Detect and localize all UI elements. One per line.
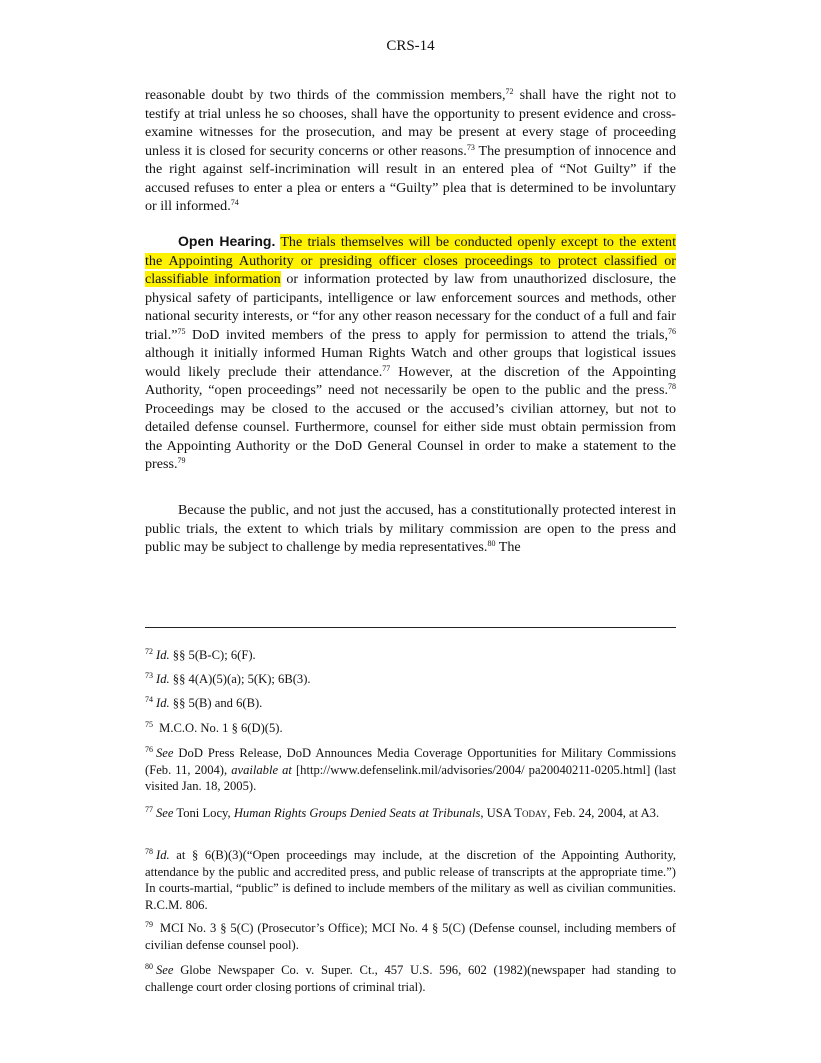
footnote-72 xyxy=(145,647,676,664)
footnote-signal: available at xyxy=(231,762,292,777)
newspaper-name: Today xyxy=(514,806,548,820)
section-run-in-heading: Open Hearing. xyxy=(178,233,276,249)
paragraph-text: Proceedings may be closed to the accused or the accused’s civilian attorney, but not to detailed defense counsel. Furthermore, counsel for either side must obtain permission from the Appointing Authority or the DoD General Counsel in order to make a statement to the press. xyxy=(145,400,676,472)
footnote-signal: Id. xyxy=(156,672,170,686)
footnote-73 xyxy=(145,671,676,688)
footnote-number: 80 xyxy=(145,962,153,971)
footnote-text: §§ 5(B-C); 6(F). xyxy=(169,648,256,662)
body-paragraph-open-hearing xyxy=(145,232,676,474)
footnote-signal: Id. xyxy=(156,848,170,862)
footnote-signal: Id. xyxy=(156,648,170,662)
paragraph-text: DoD invited members of the press to apply for permission to attend the trials, xyxy=(185,326,668,343)
footnote-text: DoD Press Release, DoD Announces Media Coverage Opportunities for Military Commissions (Feb. 11, 2004), xyxy=(145,746,676,777)
footnote-ref[interactable]: 79 xyxy=(177,456,186,465)
footnote-link-text[interactable]: [http://www.defenselink.mil/advisories/2004/ pa20040211-0205.html] (last visited Jan. 18, 2005). xyxy=(145,762,677,794)
footnote-number: 77 xyxy=(145,805,153,814)
footnote-number: 72 xyxy=(145,647,153,656)
footnote-76 xyxy=(145,745,676,795)
footnote-number: 74 xyxy=(145,695,153,704)
footnote-number: 79 xyxy=(145,920,153,929)
footnote-ref[interactable]: 74 xyxy=(230,198,239,207)
body-paragraph-1 xyxy=(145,86,676,216)
footnote-ref[interactable]: 78 xyxy=(668,382,676,391)
footnote-number: 75 xyxy=(145,720,153,729)
footnote-text: Globe Newspaper Co. v. Super. Ct., 457 U.S. 596, 602 (1982)(newspaper had standing to challenge court order closing portions of criminal trial). xyxy=(145,963,676,994)
footnote-text: , Feb. 24, 2004, at A3. xyxy=(547,806,660,820)
footnote-text: §§ 4(A)(5)(a); 5(K); 6B(3). xyxy=(169,672,311,686)
footnote-ref[interactable]: 76 xyxy=(668,326,676,336)
footnote-78 xyxy=(145,847,676,913)
paragraph-text: or information protected by law from unauthorized disclosure, the physical safety of participants, intelligence or law enforcement sources and methods, other national security interests, or “for any other reason necessary for the conduct of a full and fair trial.” xyxy=(145,271,676,343)
article-title: Human Rights Groups Denied Seats at Tribunals xyxy=(233,806,481,820)
footnote-text: M.C.O. No. 1 § 6(D)(5). xyxy=(156,721,283,735)
footnote-77 xyxy=(145,805,676,822)
body-paragraph-3 xyxy=(145,501,676,557)
footnote-text: Toni Locy, xyxy=(173,806,234,820)
paragraph-text: The xyxy=(495,539,521,555)
footnote-number: 78 xyxy=(145,847,153,856)
footnote-ref[interactable]: 73 xyxy=(466,142,475,152)
paragraph-text: However, at the discretion of the Appointing Authority, “open proceedings” need not necessarily be open to the public and the press. xyxy=(145,363,676,398)
paragraph-text: reasonable doubt by two thirds of the commission members, xyxy=(145,87,506,103)
paragraph-text: although it initially informed Human Rights Watch and other groups that logistical issues would likely preclude their attendance. xyxy=(145,345,676,380)
footnote-signal: See xyxy=(156,746,174,760)
footnote-text: §§ 5(B) and 6(B). xyxy=(169,696,263,710)
footnote-separator xyxy=(145,627,676,628)
footnote-ref[interactable]: 75 xyxy=(177,326,186,336)
footnote-ref[interactable]: 72 xyxy=(505,87,514,96)
highlighted-text: The trials themselves will be conducted openly except to the extent the Appointing Authority or presiding officer closes proceedings to protect classified or classifiable information xyxy=(145,234,676,287)
footnote-ref[interactable]: 80 xyxy=(487,539,496,548)
paragraph-text: shall have the right not to testify at trial unless he so chooses, shall have the opportunity to present evidence and cross-examine witnesses for the prosecution, and may be present at every stage of proceeding unless it is closed for security concerns or other reasons. xyxy=(145,87,676,159)
footnote-text: MCI No. 3 § 5(C) (Prosecutor’s Office); MCI No. 4 § 5(C) (Defense counsel, including members of civilian defense counsel pool). xyxy=(145,921,676,952)
footnote-text: , USA xyxy=(480,806,515,820)
footnote-number: 73 xyxy=(145,671,153,680)
footnote-text: at § 6(B)(3)(“Open proceedings may include, at the discretion of the Appointing Authority, attendance by the public and accredited press, and public release of transcripts at the appropriate time.”) In courts-martial, “public” is defined to include members of the military as well as civilian communities. R.C.M. 806. xyxy=(145,848,676,912)
footnote-80 xyxy=(145,962,676,995)
footnote-ref[interactable]: 77 xyxy=(382,363,391,373)
footnote-number: 76 xyxy=(145,745,153,754)
paragraph-text: The presumption of innocence and the right against self-incrimination will result in an entered plea of “Not Guilty” if the accused refuses to enter a plea or enters a “Guilty” plea that is determined to be involuntary or ill informed. xyxy=(145,142,676,214)
footnote-74 xyxy=(145,695,676,712)
footnote-75 xyxy=(145,720,676,737)
footnote-signal: See xyxy=(156,806,174,820)
footnote-signal: Id. xyxy=(156,696,170,710)
paragraph-text: Because the public, and not just the accused, has a constitutionally protected interest in public trials, the extent to which trials by military commission are open to the press and public may be subject to challenge by media representatives. xyxy=(145,502,676,555)
footnote-79 xyxy=(145,920,676,953)
footnote-signal: See xyxy=(156,963,174,977)
page-header: CRS-14 xyxy=(386,38,435,54)
